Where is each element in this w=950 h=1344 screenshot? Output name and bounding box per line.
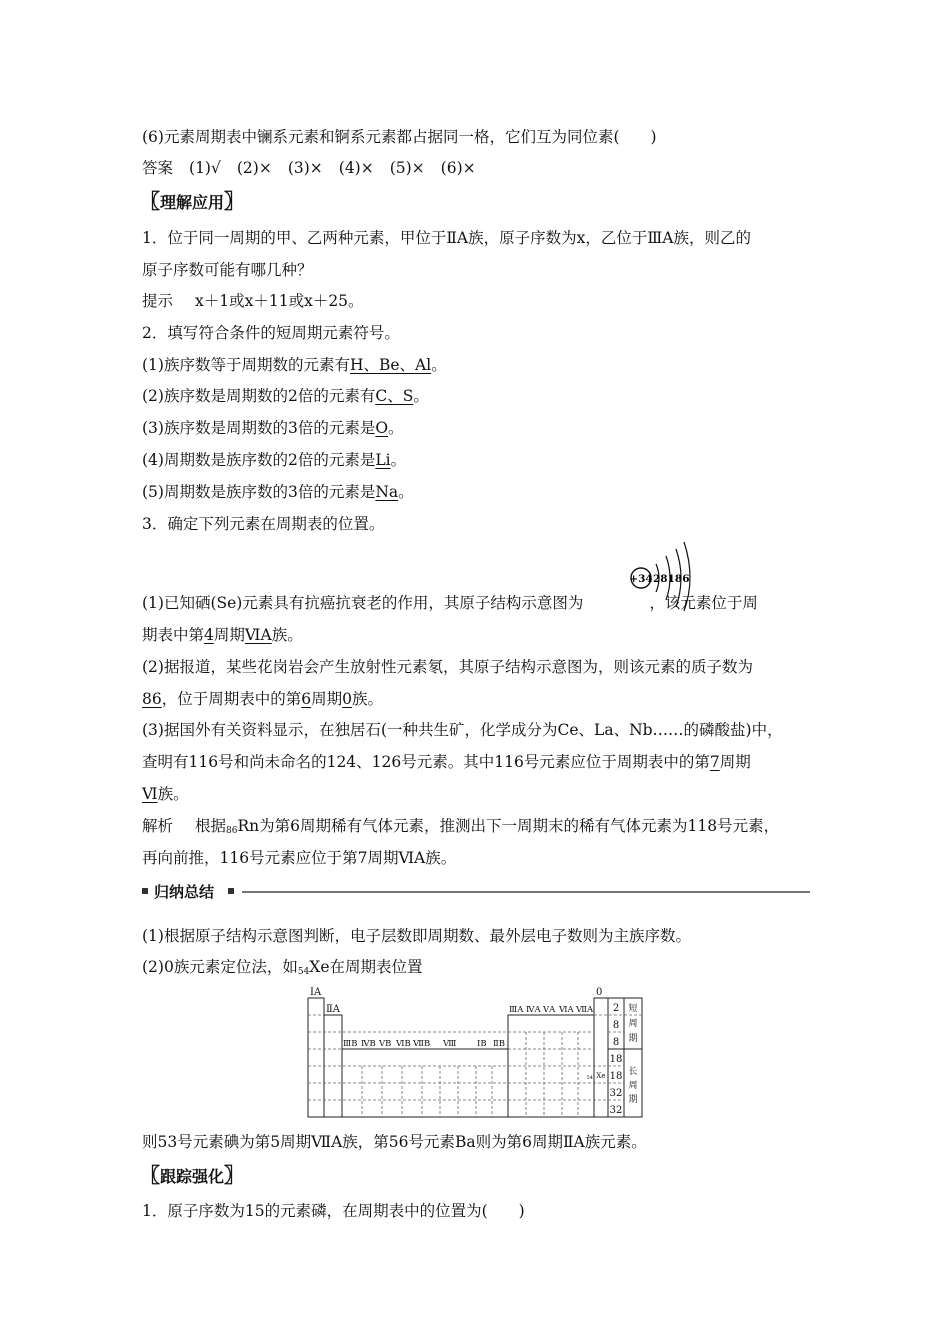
xe-subscript: 54: [586, 1075, 593, 1081]
period-count: 8: [612, 1037, 620, 1048]
u2-title: 2．填写符合条件的短周期元素符号。: [142, 324, 400, 342]
group-label-transition: ⅣB: [361, 1039, 376, 1049]
answer-item: (6)×: [440, 159, 476, 177]
group-label-main: ⅥA: [559, 1005, 574, 1015]
long-period-label: 长: [628, 1067, 638, 1077]
long-period-label: 期: [628, 1095, 638, 1105]
group-label-transition: ⅦB: [413, 1039, 431, 1049]
xe-symbol: Xe: [596, 1072, 606, 1080]
period-count: 18: [609, 1054, 623, 1065]
u2-item: (2)族序数是周期数的2倍的元素有C、S。: [142, 387, 429, 405]
period-count: 2: [612, 1003, 620, 1014]
u2-item: (5)周期数是族序数的3倍的元素是Na。: [142, 483, 414, 501]
long-period-label: 周: [628, 1081, 638, 1091]
hint-label: 提示: [142, 292, 174, 310]
nucleus-charge: +34: [629, 573, 653, 585]
answer-item: (5)×: [389, 159, 425, 177]
u2-item: (1)族序数等于周期数的元素有H、Be、Al。: [142, 356, 447, 374]
summary-bullet: [142, 888, 148, 894]
u3-p1-line2: 期表中第4周期ⅥA族。: [142, 626, 303, 644]
analysis-line2: 再向前推，116号元素应位于第7周期ⅥA族。: [142, 849, 457, 867]
group-label-transition: ⅠB: [477, 1039, 487, 1049]
hint-text: x＋1或x＋11或x＋25。: [195, 292, 364, 310]
answer-item: (2)×: [236, 159, 272, 177]
question-6: (6)元素周期表中镧系元素和锕系元素都占据同一格，它们互为同位素( ): [142, 128, 657, 146]
group-label-main: ⅤA: [543, 1005, 556, 1015]
group-label-transition: Ⅷ: [443, 1039, 457, 1049]
group-label-IIA: ⅡA: [326, 1004, 341, 1015]
period-count: 8: [612, 1020, 620, 1031]
period-count: 18: [609, 1071, 623, 1082]
period-count: 32: [609, 1088, 623, 1099]
analysis-label: 解析: [142, 817, 174, 835]
period-count: 32: [609, 1105, 623, 1116]
group-label-transition: ⅥB: [396, 1039, 411, 1049]
u3-p3-line2: 查明有116号和尚未命名的124、126号元素。其中116号元素应位于周期表中的第7周期: [142, 753, 751, 771]
group-label-main: ⅢA: [509, 1005, 524, 1015]
u1-line1: 1．位于同一周期的甲、乙两种元素，甲位于ⅡA族，原子序数为x，乙位于ⅢA族，则乙的: [142, 229, 751, 247]
group-label-transition: ⅤB: [379, 1039, 392, 1049]
u3-p3-line1: (3)据国外有关资料显示，在独居石(一种共生矿，化学成分为Ce、La、Nb……的磷酸盐)中，: [142, 721, 783, 739]
short-period-label: 周: [628, 1019, 638, 1029]
u2-item: (3)族序数是周期数的3倍的元素是O。: [142, 419, 404, 437]
group-label-transition: ⅢB: [343, 1039, 358, 1049]
u3-title: 3．确定下列元素在周期表的位置。: [142, 515, 385, 533]
track-q1: 1．原子序数为15的元素磷，在周期表中的位置为( ): [142, 1202, 525, 1220]
answer-item: (4)×: [338, 159, 374, 177]
short-period-label: 短: [628, 1004, 638, 1014]
u3-p2-line1: (2)据报道，某些花岗岩会产生放射性元素氡，其原子结构示意图为，则该元素的质子数为: [142, 658, 753, 676]
group-label-main: ⅣA: [526, 1005, 541, 1015]
group-label-transition: ⅡB: [493, 1039, 506, 1049]
answer-label: 答案: [142, 159, 174, 177]
summary-rule: [242, 891, 810, 893]
group-label-main: ⅦA: [576, 1005, 594, 1015]
summary-conclusion: 则53号元素碘为第5周期ⅦA族，第56号元素Ba则为第6周期ⅡA族元素。: [142, 1133, 647, 1151]
periodic-table-schematic: [300, 982, 650, 1122]
group-label-0: 0: [596, 987, 603, 998]
answer-item: (3)×: [287, 159, 323, 177]
u1-line2: 原子序数可能有哪几种？: [142, 261, 313, 279]
short-period-label: 期: [628, 1034, 638, 1044]
answer-line: [142, 157, 492, 179]
section-understand: 〖理解应用〗: [140, 189, 245, 213]
summary-bullet: [228, 888, 234, 894]
u2-item: (4)周期数是族序数的2倍的元素是Li。: [142, 451, 407, 469]
analysis-line1: 解析 根据$_{86}$Rn为第6周期稀有气体元素，推测出下一周期末的稀有气体元素为118号元素，: [142, 817, 780, 836]
u3-p2-line2: 86，位于周期表中的第6周期0族。: [142, 690, 384, 708]
shell-electrons: 28186: [653, 573, 690, 585]
summary-s1: (1)根据原子结构示意图判断，电子层数即周期数、最外层电子数则为主族序数。: [142, 927, 691, 945]
group-label-IA: ⅠA: [310, 987, 322, 998]
section-track: 〖跟踪强化〗: [140, 1163, 245, 1187]
summary-title: 归纳总结: [154, 883, 215, 901]
summary-header: [142, 882, 810, 902]
u1-hint: [142, 290, 364, 312]
summary-s2: (2)0族元素定位法，如$_{54}$Xe在周期表位置: [142, 958, 423, 977]
u3-p3-line3: Ⅵ族。: [142, 785, 189, 803]
u3-p1-line1: (1)已知硒(Se)元素具有抗癌抗衰老的作用，其原子结构示意图为 ，该元素位于周: [142, 594, 758, 612]
answer-item: (1)√: [189, 159, 221, 177]
